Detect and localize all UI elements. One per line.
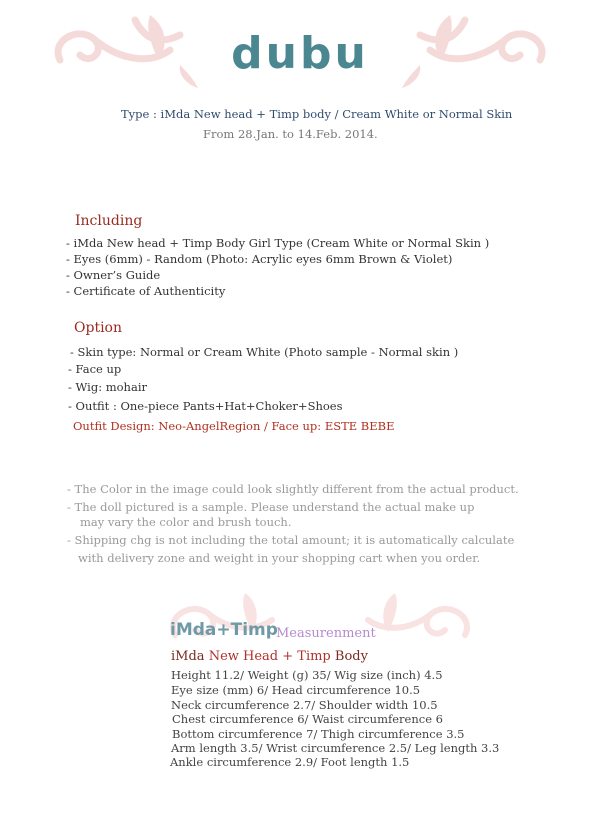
option-item: - Outfit : One-piece Pants+Hat+Choker+Shoes bbox=[68, 399, 343, 413]
measurement-heading-body: Body bbox=[334, 649, 368, 664]
measurement-heading-head: iMda bbox=[171, 649, 205, 664]
order-period: From 28.Jan. to 14.Feb. 2014. bbox=[203, 127, 378, 141]
measurement-line: Eye size (mm) 6/ Head circumference 10.5 bbox=[171, 683, 421, 697]
option-item: - Face up bbox=[68, 362, 122, 376]
including-heading: Including bbox=[75, 213, 143, 229]
measurement-label: Measurenment bbox=[276, 626, 376, 641]
including-item: - Certificate of Authenticity bbox=[66, 284, 226, 298]
including-item: - Eyes (6mm) - Random (Photo: Acrylic eyes 6mm Brown & Violet) bbox=[66, 252, 453, 266]
option-heading: Option bbox=[74, 320, 122, 336]
note-line: with delivery zone and weight in your shopping cart when you order. bbox=[78, 551, 481, 565]
measurement-logo: iMda+Timp bbox=[170, 620, 278, 640]
measurement-line: Neck circumference 2.7/ Shoulder width 10.5 bbox=[171, 698, 438, 712]
measurement-heading bbox=[171, 649, 368, 664]
product-type-line: Type : iMda New head + Timp body / Cream White or Normal Skin bbox=[121, 107, 513, 121]
note-line: - Shipping chg is not including the total amount; it is automatically calculate bbox=[67, 533, 515, 547]
outfit-credit: Outfit Design: Neo-AngelRegion / Face up: ESTE BEBE bbox=[73, 419, 395, 433]
bottom-right-ornament bbox=[360, 590, 480, 660]
measurement-line: Arm length 3.5/ Wrist circumference 2.5/ Leg length 3.3 bbox=[171, 741, 500, 755]
option-item: - Wig: mohair bbox=[68, 380, 147, 394]
note-line: - The doll pictured is a sample. Please understand the actual make up bbox=[67, 500, 475, 514]
including-item: - iMda New head + Timp Body Girl Type (Cream White or Normal Skin ) bbox=[66, 236, 490, 250]
note-line: may vary the color and brush touch. bbox=[80, 515, 292, 529]
brand-logo: dubu bbox=[231, 28, 369, 79]
measurement-line: Chest circumference 6/ Waist circumference 6 bbox=[172, 712, 443, 726]
measurement-line: Height 11.2/ Weight (g) 35/ Wig size (inch) 4.5 bbox=[171, 668, 443, 682]
measurement-heading-mid: New Head + Timp bbox=[208, 649, 331, 664]
including-item: - Owner’s Guide bbox=[66, 268, 161, 282]
option-item: - Skin type: Normal or Cream White (Photo sample - Normal skin ) bbox=[70, 345, 459, 359]
measurement-line: Ankle circumference 2.9/ Foot length 1.5 bbox=[170, 755, 410, 769]
note-line: - The Color in the image could look slightly different from the actual product. bbox=[67, 482, 519, 496]
measurement-line: Bottom circumference 7/ Thigh circumference 3.5 bbox=[172, 727, 465, 741]
